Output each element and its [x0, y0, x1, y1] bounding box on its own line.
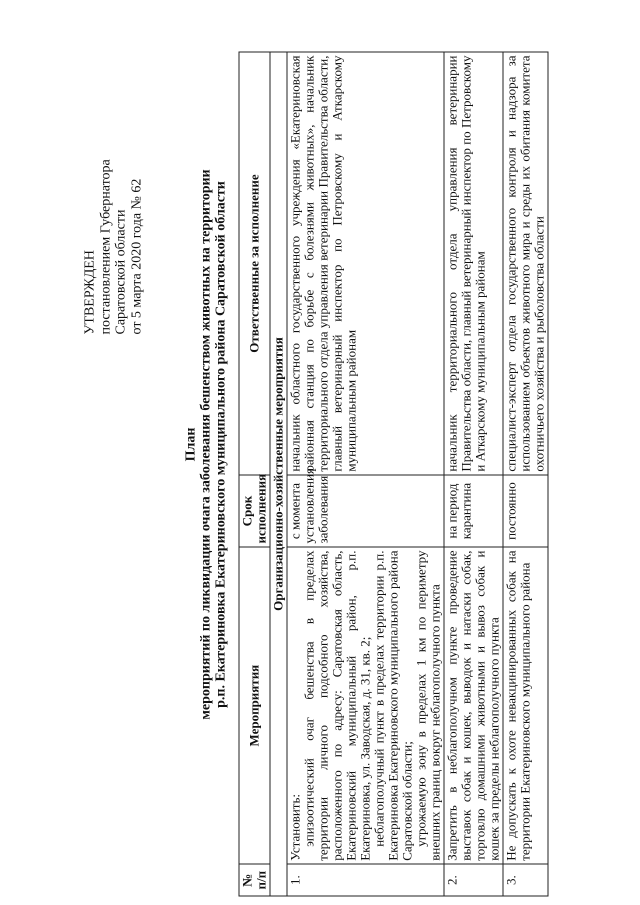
- row-responsible: специалист-эксперт отдела государственного контроля и надзора за использованием объектов животного мира и среды их обитания комитета охотничьего хозяйства и рыболовства области: [503, 52, 548, 475]
- approval-line-1: УТВЕРЖДЕН: [82, 250, 98, 335]
- activity-paragraph: угрожаемую зону в пределах 1 км по периметру внешних границ вокруг неблагополучного пункта: [413, 550, 443, 861]
- row-num: 1.: [287, 864, 444, 896]
- approval-line-2: постановлением Губернатора: [98, 159, 113, 335]
- row-activity: Не допускать к охоте невакцинированных собак на территории Екатериновского муниципального района: [503, 547, 548, 864]
- section-row: [270, 52, 287, 896]
- header-num: № п/п: [239, 864, 270, 896]
- row-num: 2.: [444, 864, 503, 896]
- table-row: [287, 52, 444, 896]
- row-activity: [287, 547, 444, 864]
- document-title: [184, 45, 229, 845]
- rotated-content: [1, 0, 640, 905]
- row-term: с момента установления заболевания: [287, 475, 444, 547]
- header-activity: Мероприятия: [239, 547, 270, 864]
- header-term: Срок исполнения: [239, 475, 270, 547]
- activity-paragraph: неблагополучный пункт в пределах территории р.п. Екатериновка Екатериновского муниципального района Саратовской области;: [371, 550, 415, 861]
- plan-table: [239, 52, 549, 897]
- table-row: [444, 52, 503, 896]
- row-term: на период карантина: [444, 475, 503, 547]
- approval-line-3: Саратовской области: [113, 209, 129, 335]
- approval-line-4: от 5 марта 2020 года № 62: [129, 178, 144, 335]
- table-header-row: [239, 52, 270, 896]
- row-num: 3.: [503, 864, 548, 896]
- activity-paragraph: Установить:: [287, 793, 303, 861]
- row-activity: Запретить в неблагополучном пункте проведение выставок собак и кошек, выводок и натаски собак, торговлю домашними животными и вывоз собак и кошек за пределы неблагополучного пункта: [444, 547, 503, 864]
- row-responsible: начальник областного государственного учреждения «Екатериновская районная станция по борьбе с болезнями животных», начальник территориального отдела управления ветеринарии Правительства области, главный ветеринарный инспектор по Петровскому и Аткарскому муниципальным районам: [287, 52, 444, 475]
- table-row: [503, 52, 548, 896]
- section-title: Организационно-хозяйственные мероприятия: [270, 52, 287, 896]
- title-line-3: р.п. Екатериновка Екатериновского муниципального района Саратовской области: [213, 181, 229, 708]
- title-line-2: мероприятий по ликвидации очага заболевания бешенством животных на территории: [198, 169, 214, 720]
- row-term: постоянно: [503, 475, 548, 547]
- header-responsible: Ответственные за исполнение: [239, 52, 270, 475]
- title-line-1: План: [183, 427, 199, 462]
- approval-stamp: [83, 35, 145, 335]
- row-responsible: начальник территориального отдела управления ветеринарии Правительства области, главный ветеринарный инспектор по Петровскому и Аткарскому муниципальным районам: [444, 52, 503, 475]
- activity-paragraph: эпизоотический очаг бешенства в пределах территории личного подсобного хозяйства, расположенного по адресу: Саратовская область, Екатериновский муниципальный район, р.п. Екатериновка, ул. Заводская, д. 31, кв. 2;: [301, 550, 373, 861]
